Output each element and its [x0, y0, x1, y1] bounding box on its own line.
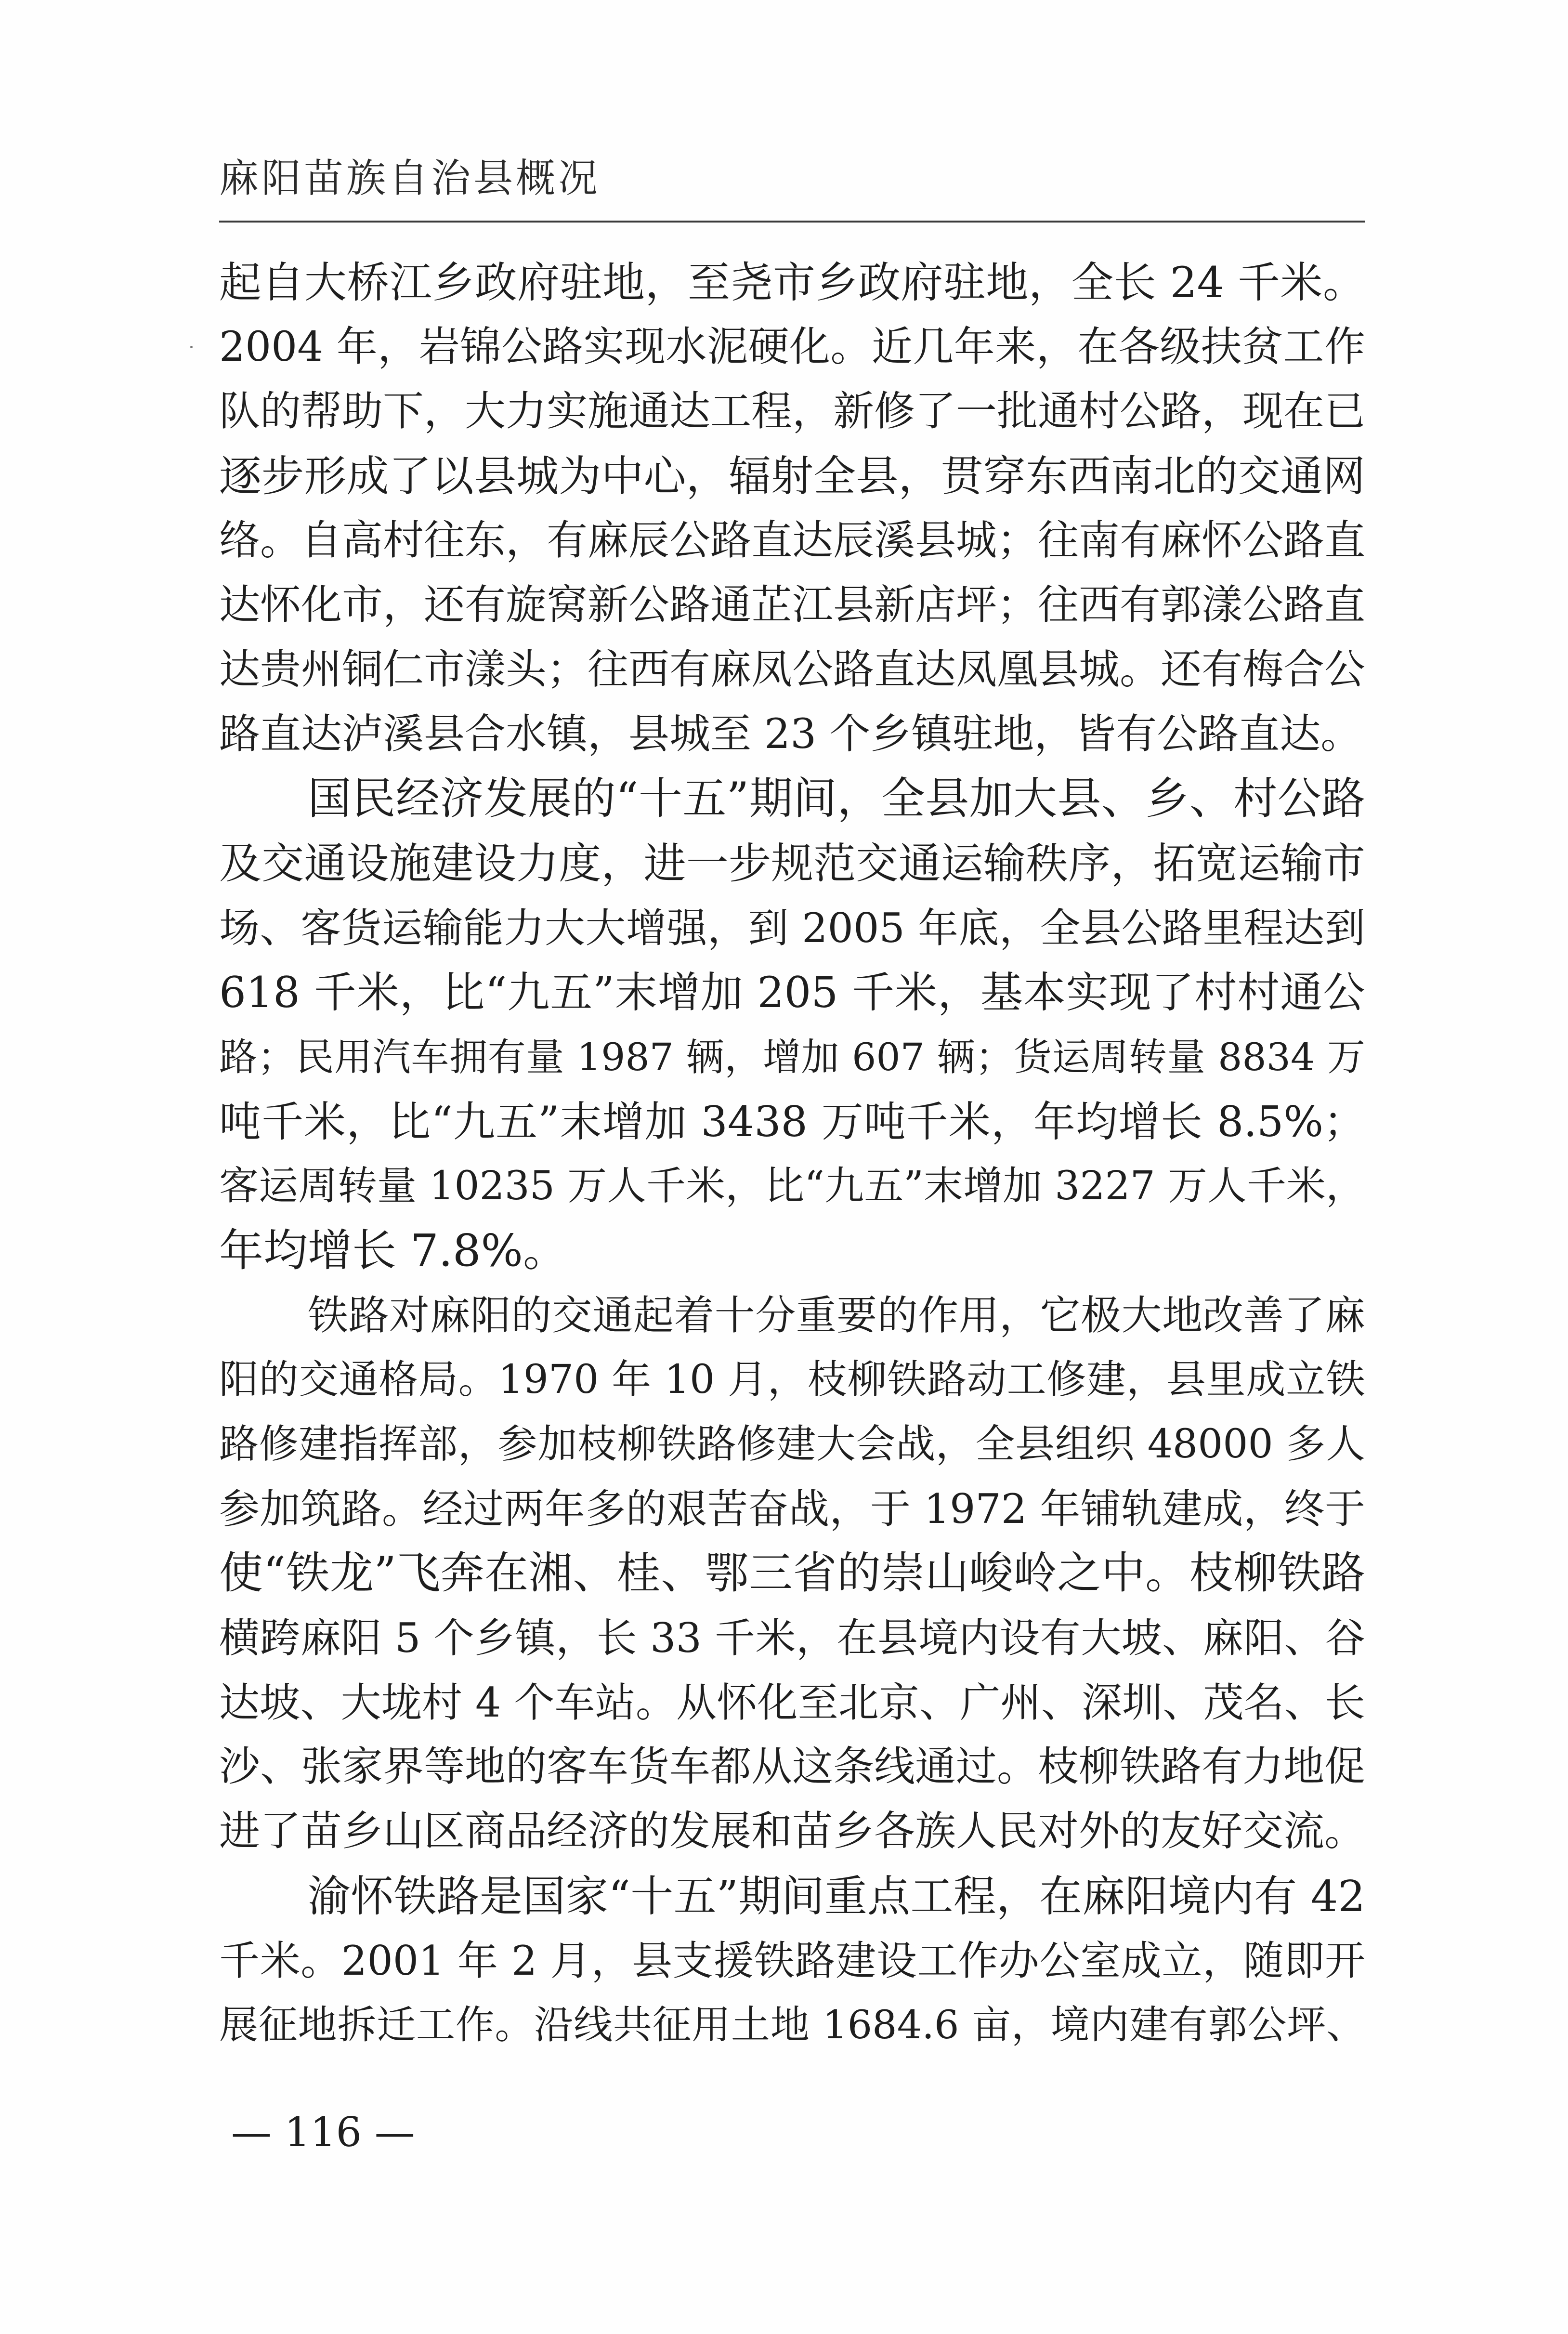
text-line: 使“铁龙”飞奔在湘、桂、鄂三省的崇山峻岭之中。枝柳铁路: [219, 1548, 1365, 1599]
text-line: 客运周转量 10235 万人千米，比“九五”末增加 3227 万人千米，: [219, 1163, 1365, 1209]
paragraph-2: [219, 767, 1365, 1283]
text-line: 路直达泸溪县合水镇，县城至 23 个乡镇驻地，皆有公路直达。: [219, 710, 1362, 758]
text-line: 场、客货运输能力大大增强，到 2005 年底，全县公路里程达到: [219, 905, 1365, 952]
paragraph-1: [219, 250, 1365, 767]
paragraph-4: [219, 1864, 1365, 2058]
text-line: 参加筑路。经过两年多的艰苦奋战，于 1972 年铺轨建成，终于: [219, 1485, 1365, 1533]
paragraph-3: [219, 1283, 1365, 1864]
text-line: 年均增长 7.8%。: [219, 1225, 567, 1276]
header-rule: [219, 221, 1365, 223]
text-line: 队的帮助下，大力实施通达工程，新修了一批通村公路，现在已: [219, 388, 1366, 435]
text-line: 横跨麻阳 5 个乡镇，长 33 千米，在县境内设有大坡、麻阳、谷: [219, 1614, 1365, 1662]
text-line: 国民经济发展的“十五”期间，全县加大县、乡、村公路: [308, 774, 1365, 824]
text-line: 展征地拆迁工作。沿线共征用土地 1684.6 亩，境内建有郭公坪、: [219, 2003, 1365, 2048]
text-line: 沙、张家界等地的客车货车都从这条线通过。枝柳铁路有力地促: [219, 1743, 1366, 1791]
running-header: 麻阳苗族自治县概况: [219, 156, 601, 201]
text-line: 起自大桥江乡政府驻地，至尧市乡政府驻地，全长 24 千米。: [219, 258, 1365, 307]
body-text: [219, 250, 1365, 2058]
text-line: 路；民用汽车拥有量 1987 辆，增加 607 辆；货运周转量 8834 万: [219, 1035, 1365, 1079]
text-line: 逐步形成了以县城为中心，辐射全县，贯穿东西南北的交通网: [219, 451, 1365, 501]
text-line: 渝怀铁路是国家“十五”期间重点工程，在麻阳境内有 42: [308, 1871, 1365, 1921]
text-line: 阳的交通格局。1970 年 10 月，枝柳铁路动工修建，县里成立铁: [219, 1357, 1365, 1403]
text-line: 铁路对麻阳的交通起着十分重要的作用，它极大地改善了麻: [308, 1292, 1365, 1339]
text-line: 千米。2001 年 2 月，县支援铁路建设工作办公室成立，随即开: [219, 1937, 1365, 1984]
text-line: 达坡、大垅村 4 个车站。从怀化至北京、广州、深圳、茂名、长: [219, 1679, 1365, 1726]
page-number: — 116 —: [231, 2109, 415, 2156]
text-line: 达贵州铜仁市漾头；往西有麻凤公路直达凤凰县城。还有梅合公: [219, 646, 1366, 694]
text-line: 2004 年，岩锦公路实现水泥硬化。近几年来，在各级扶贫工作: [219, 323, 1365, 371]
scan-speck: [190, 346, 193, 348]
text-line: 吨千米，比“九五”末增加 3438 万吨千米，年均增长 8.5%；: [219, 1097, 1365, 1146]
text-line: 络。自高村往东，有麻辰公路直达辰溪县城；往南有麻怀公路直: [219, 517, 1366, 564]
text-line: 618 千米，比“九五”末增加 205 千米，基本实现了村村通公: [219, 968, 1365, 1017]
text-line: 进了苗乡山区商品经济的发展和苗乡各族人民对外的友好交流。: [219, 1808, 1366, 1855]
text-line: 及交通设施建设力度，进一步规范交通运输秩序，拓宽运输市: [219, 839, 1365, 888]
text-line: 路修建指挥部，参加枝柳铁路修建大会战，全县组织 48000 多人: [219, 1421, 1365, 1467]
text-line: 达怀化市，还有旋窝新公路通芷江县新店坪；往西有郭漾公路直: [219, 581, 1366, 629]
